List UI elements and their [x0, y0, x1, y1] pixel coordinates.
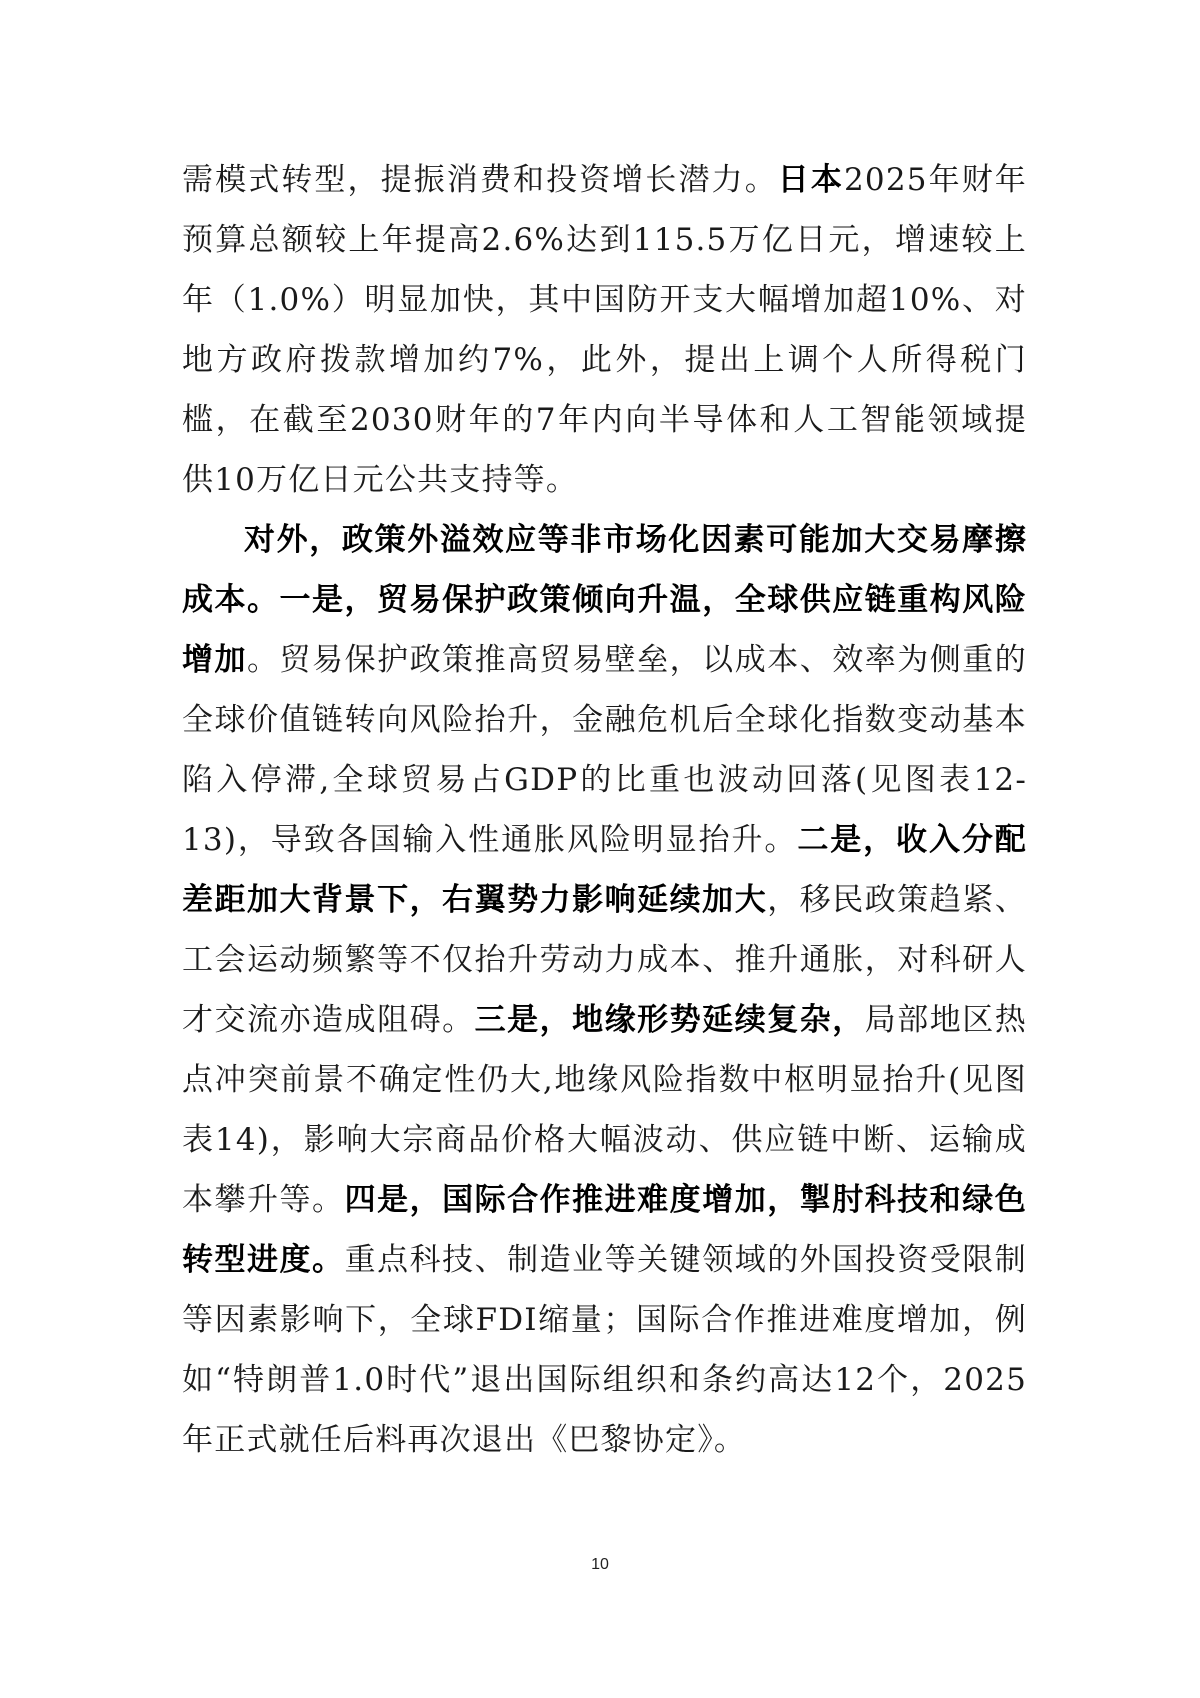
paragraph-2: [182, 510, 1027, 1470]
text-run: ，移民政策趋紧、工会运动频繁等不仅抬升劳动力成本、推升通胀，对科研人才交流亦造成阻碍。: [182, 882, 1027, 1038]
text-run: 重点科技、制造业等关键领域的外国投资受限制等因素影响下，全球FDI缩量；国际合作推进难度增加，例如“特朗普1.0时代”退出国际组织和条约高达12个，2025年正式就任后料再次退出《巴黎协定》。: [182, 1242, 1027, 1458]
text-run-bold: 三是，地缘形势延续复杂，: [474, 1002, 865, 1038]
paragraph-1: [182, 150, 1027, 510]
body-text: [182, 150, 1027, 1470]
text-run: 局部地区热点冲突前景不确定性仍大,地缘风险指数中枢明显抬升(见图表14)，影响大宗商品价格大幅波动、供应链中断、运输成本攀升等。: [182, 1002, 1027, 1218]
text-run-bold: 二是，收入分配差距加大背景下，右翼势力影响延续加大: [182, 822, 1027, 918]
page-number: 10: [591, 1556, 609, 1573]
text-run: 2025年财年预算总额较上年提高2.6%达到115.5万亿日元，增速较上年（1.0%）明显加快，其中国防开支大幅增加超10%、对地方政府拨款增加约7%，此外，提出上调个人所得税门槛，在截至2030财年的7年内向半导体和人工智能领域提供10万亿日元公共支持等。: [182, 162, 1027, 498]
text-run-bold: 日本: [777, 162, 844, 198]
text-run: 需模式转型，提振消费和投资增长潜力。: [182, 162, 778, 198]
text-run-bold: 四是，国际合作推进难度增加，掣肘科技和绿色转型进度。: [182, 1182, 1027, 1278]
text-run-bold: 对外，政策外溢效应等非市场化因素可能加大交易摩擦成本。一是，贸易保护政策倾向升温，全球供应链重构风险增加: [182, 522, 1027, 678]
text-run: 。贸易保护政策推高贸易壁垒，以成本、效率为侧重的全球价值链转向风险抬升，金融危机后全球化指数变动基本陷入停滞,全球贸易占GDP的比重也波动回落(见图表12-13)，导致各国输入性通胀风险明显抬升。: [182, 642, 1027, 858]
